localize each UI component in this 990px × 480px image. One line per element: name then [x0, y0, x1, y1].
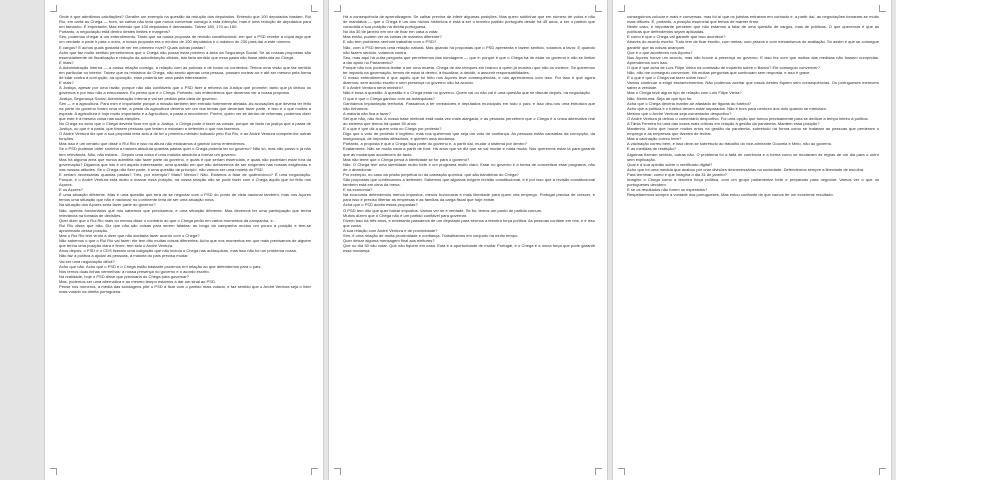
document-page-3 — [612, 0, 892, 480]
paragraph: E seriam necessárias quantas pastas? Três, por exemplo? Mais? Menos? Não. Estamos a falar de quatro/cinco? É uma negociação. Porque, e o André Ventura está muito a marcar essa posição, na nossa relação não se pode fazer com o Chega aquilo que foi feito nos Açores. — [59, 171, 311, 188]
paragraph: Onde é que admitimos calcifações? Geralhe um exemplo na questão da redução dos deputados. Entendo que 100 deputados bastam. Rui Rio, em carta ao Chega — bom, se calhar não teria que nunca conversar consigo a esta intenção, mas é uma redução de deputados para um tamanho. É importante. Mas entendo que 100 deputados é demasiado. Talvez 180, 170 ou 160. — [59, 14, 311, 30]
paragraph: Não, apenas funcionários que nós sabemos que precisamos; é uma situação diferente. Mas devemos ter uma participação que tenha relevância na tomada de decisões. — [59, 207, 311, 218]
page-corner-mark — [879, 5, 886, 12]
paragraph: Quer deixar alguma mensagem final aos eleitores? — [343, 238, 435, 244]
paragraph: Mas não teme que o Chega perca a identidade se for para o governo? — [343, 156, 470, 162]
page-corner-mark — [311, 468, 318, 475]
paragraph: O que é que o Chega ganhou com as autárquicas? — [343, 95, 435, 101]
paragraph: E o que é que diz a quem vota no Chega por protesto? — [343, 126, 442, 132]
paragraph: Nos Açores houve um acordo, mas não houve a presença no governo. E isso fez com que muitas das medidas não fossem cumpridas. Aprendemos com isso. — [627, 54, 879, 65]
paragraph: Vai ser uma negociação difícil? — [59, 258, 115, 264]
paragraph: Mas isso é um cenário que disse o Rui Rio e isso na altura não estávamos a ganhar como entendemos. — [59, 141, 246, 147]
paragraph: Rui Rio disse que não. Diz que não são coisas para serem faladas; ao longo da campanha mudou um pouco a posição e tem-se aproximado dessa posição. — [59, 222, 311, 233]
paragraph: conseguimos colocar e mais e conversas, mas foi aí que os juristas entraram em contacto e, a partir daí, as negociações tornaram-se muito mais difíceis. É, portanto, a posição essencial que temos de manter firme. — [627, 14, 879, 25]
paragraph: E o que é que o Chega vai fazer sobre isso? — [627, 75, 707, 81]
paragraph: Exatamente. Não se muda nada a partir de fora. Há anos que se diz que se vai mudar e nada muda. Nós queremos estar lá para garantir que as mudanças acontecem de facto. — [343, 146, 595, 157]
document-page-2 — [328, 0, 608, 480]
paragraph: Pense nos números, a média das sondagens põe o PSD a ficar com o partido mais votado, e faz sentido que o André Ventura seja o líder mais votado na direita portuguesa. — [59, 283, 311, 295]
paragraph: Não, com o PSD temos uma relação natural. Mas quando há propostas que o PSD apresenta e fazem sentido, votamos a favor. E quando não fazem sentido, votamos contra. — [343, 44, 595, 55]
paragraph: Na realidade, hoje o PSD disse que precisaria do Chega para governar? — [59, 273, 190, 279]
paragraph: O PSD tem dito que quer baixar impostos. Vamos ver se é verdade. Se for, temos um ponto de partida comum. — [343, 207, 543, 213]
paragraph: Há a consequência de aprendizagem. Se calhar previna de inferir algumas posições. Mas quero sublinhar que em número de votos e não de mandatos — que o Chega é um dos nichos históricos e está a ser o terceiro partido português desde há 45 anos, a ser o partido que consolida a sua posição na direita portuguesa. — [343, 14, 595, 30]
paragraph: A vacinação correu bem, e isso deve-se sobretudo ao trabalho do vice-almirante Gouveia e Melo, não ao governo. — [627, 141, 833, 147]
paragraph: Não. Nenhuma. Seja de que tipo for. — [627, 95, 693, 101]
paragraph: Sei que não, não fica. A nossa base eleitoral está cada vez mais alargada, e as pessoas percebem que o Chega é a única alternativa real ao sistema que temos há quase 50 anos. — [343, 115, 595, 126]
paragraph: Justiça, Segurança Social, Administração Interna e vai ser pedida pela ideia de governo. — [59, 95, 218, 101]
page-corner-mark — [311, 5, 318, 12]
document-page-1 — [44, 0, 324, 480]
page-corner-mark — [618, 468, 625, 475]
paragraph: Por exemplo, no caso da prisão perpétua ou da castração química, que são bandeiras do Chega? — [343, 171, 519, 177]
paragraph: E as medidas de restrição? — [627, 146, 677, 152]
paragraph: Não faz a política a ajudar as pessoas, a maioria do país precisa mudar. — [59, 253, 189, 259]
paragraph: A Justiça, apesar por uma razão: porque não são confiáveis que o PSD fizer a reforma da Justiça que promete; tanto que já deixou os governos e por isso não a executaram. Eu penso que é o Chega. Portanto, nós entendemos que devemos ver a nossa proposta. — [59, 85, 311, 96]
page-corner-mark — [595, 5, 602, 12]
page-text — [343, 14, 595, 476]
paragraph: E não tem problema nenhum trabalhar com o PSD? — [343, 39, 437, 45]
paragraph: Portanto, a negociação está dentro destes limites e margens? — [59, 29, 171, 35]
paragraph: Na economia defendemos menos impostos, menos burocracia e mais liberdade para quem cria emprego. Portugal precisa de crescer, e para isso é preciso libertar as empresas e as famílias da carga fiscal que hoje existe. — [343, 192, 595, 203]
page-corner-mark — [334, 5, 341, 12]
paragraph: Sim, podemos chegar a um entendimento. Tanto que na nossa proposta de revisão constitucional, em que o PSD recebe a cópia algo que um verdade a pode ir para o outro, a nossa proposta era o mínimo de 100 deputados e o máximo de 230 para daí a este número. — [59, 34, 311, 45]
paragraph: O André Ventura diz que a sua proposta teria sido a de ter o primeiro-ministro indicado pelo Rui Rio, e ao André Ventura compete-lhe outras funções. — [59, 131, 311, 142]
paragraph: Não. O Chega tem uma identidade muito forte e um programa muito claro. Estar no governo é a forma de concretizar esse programa, não de o abandonar. — [343, 161, 595, 172]
paragraph: Acha que o PSD aceita essas propostas? — [343, 202, 418, 208]
paragraph: Mesmo que o André Ventura seja comentador desportivo? — [627, 110, 732, 116]
paragraph: Sim — e a agricultura. Para mim é importante porque a missão também tem entrado fortemente afetada. As acusações que deveria ter feito na parte do governo foram uma crise, a pasta da agricultura deveria ser um dos temas que deveriam fazer parte, e isso é o que muitos a esperar. A agricultura é hoje muito importante e a Agricultura, a pasta a reconhecer. Porém, quero ver se dentro de reformas, podemos dizer que este é a mesma coisa nas suas eleições. — [59, 100, 311, 121]
paragraph: Na situação dos Açores seria fazer parte do governo? — [59, 202, 156, 208]
page-corner-mark — [50, 5, 57, 12]
paragraph: E na economia? — [343, 187, 373, 193]
paragraph: Não é essa a questão. A questão é o Chega estar no governo. Quem vai ou não vai é uma questão que se discute depois, na negociação. — [343, 90, 591, 96]
paragraph: Seu, mas aqui há outra pergunta que percebemos das sondagens — que é: porque é que o Chega há de estar no governo e não se limitar a dar apoio no Parlamento? — [343, 54, 595, 65]
paragraph: O que é que acha de Luís Filipe Vieira na comissão de inquérito sobre o Banco? Ele conseguiu convencer? — [627, 64, 820, 70]
paragraph: Mas, podemos ser uma alternativa e ao mesmo tempo estamos a dar um sinal ao PSD. — [59, 278, 217, 284]
page-corner-mark — [50, 468, 57, 475]
paragraph: Mas o Chega teve algum tipo de relação com Luís Filipe Vieira? — [627, 90, 742, 96]
paragraph: Acho que foi uma medida que acabou por criar divisões desnecessárias na sociedade. Defendemos sempre a liberdade de escolha. — [627, 166, 865, 172]
paragraph: E como é que o Chega vai garantir que isso acontece? — [627, 34, 726, 40]
workspace-gutter — [896, 0, 990, 480]
paragraph: A Tânia Ferreira foi uma das vozes mais críticas em relação à gestão da pandemia. Mantém essa posição? — [627, 120, 820, 126]
paragraph: Se o PSD pudesse obter sozinha a maioria absoluta quantas pastas quer o Chega poderia ter no governo? Não só, mas não posso e já não tem relevância. Não, não estava... Depois uma coisa é uma maioria absoluta a formar um governo. — [59, 146, 311, 157]
page-text — [59, 14, 311, 476]
paragraph: Não sabemos o que o Rui Rio vai fazer; ele tem dito muitas coisas diferentes. Acho que nos momentos em que mais precisamos de alguém que tenha uma posição clara e firme, tem sido o André Ventura. — [59, 238, 311, 249]
paragraph: Sim, é uma relação de muita proximidade e confiança. Trabalhamos em conjunto há muito tempo. — [343, 233, 519, 239]
paragraph: O André Ventura já deixou o comentário desportivo. Foi uma opção que tomou precisamente para se dedicar a tempo inteiro à política. — [627, 115, 869, 121]
paragraph: No dia 30 de janeiro em vez de ficar em casa a votar. — [343, 29, 439, 35]
paragraph: Digo que o voto de protesto é legítimo, mas nós queremos que seja um voto de confiança. As pessoas estão cansadas da corrupção, da insegurança, de impostos altíssimos, e querem uma mudança. — [343, 131, 595, 142]
paragraph: No Chega eu acho que o Chega deveria ficar em que a Justiça, o Chega pode ir fazer as coisas, porque de facto na justiça que a pasta de Justiça, ou que é a pasta, que fossem pessoas que teriam e estariam a defender o que nós fazemos. — [59, 120, 311, 132]
paragraph: Ganhámos implantação territorial. Passámos a ter vereadores e deputados municipais em todo o país, e isso deu-nos uma estrutura que não tínhamos. — [343, 100, 595, 111]
paragraph: Acha que o Chega deveria manter-se afastado de figuras do futebol? — [627, 100, 751, 106]
paragraph: Mas há alguma área que nunca admitiria não fazer parte do governo, e quais é que seriam essenciais, e quais não poderiam estar fora da governação? Digamos que isto é um aspeto interessante, uma questão em que não deixaremos de ser exigentes nas nossas exigências e nas nossas atitudes. Se o Chega não fizer parte, é uma questão de princípio, não vamos ser uma muleta do PSD. — [59, 156, 311, 172]
paragraph: Acho que não. Acho que o PSD e o Chega estão bastante próximos em relação ao que defendemos para o país. — [59, 263, 262, 269]
page-corner-mark — [879, 468, 886, 475]
paragraph: Mas então, podem ver as coisas de maneira diferente? — [343, 34, 442, 40]
paragraph: Através do acordo escrito. Tudo tem de ficar escrito, com metas, com prazos e com mecanismos de avaliação. Só assim é que se consegue garantir que as coisas avançam. — [627, 39, 879, 50]
paragraph: Imagino o Chega como a terceira força política, com um grupo parlamentar forte e preparado para negociar. Vamos ver o que os portugueses decidem. — [627, 177, 879, 188]
paragraph: São propostas que continuamos a defender. Sabemos que algumas exigem revisão constitucional, e é por isso que a revisão constitucional também está em cima da mesa. — [343, 177, 595, 188]
paragraph: Mas a vacinação correu bem? — [627, 136, 682, 142]
paragraph: E cargos? E achos quais gostaria de ver em primeiro nível? Quais outras pastas? — [59, 44, 206, 50]
paragraph: Nós temos duas linhas vermelhas: a nossa presença no governo e o acordo escrito. — [59, 268, 210, 274]
paragraph: Mantenho. Acho que houve muitos erros na gestão da pandemia, sobretudo na forma como se trataram as pessoas que perderam o emprego e as empresas que tiveram de fechar. — [627, 126, 879, 137]
paragraph: É uma situação diferente. Mas é uma questão que terá de se negociar com o PSD do ponto de vista nacional também, mas nos Açores temos uma situação que não é nacional; no continente teria de ser uma situação nova. — [59, 192, 311, 203]
paragraph: E mais? — [59, 80, 74, 86]
paragraph: E mais? — [59, 59, 74, 65]
paragraph: Muitos dizem que o Chega não é um partido confiável para governar. — [343, 212, 467, 218]
paragraph: E se os resultados não forem os esperados? — [627, 187, 708, 193]
paragraph: Algumas fizeram sentido, outras não. O problema foi a falta de coerência e a forma como se mudavam as regras de um dia para o outro sem explicação. — [627, 151, 879, 162]
paragraph: Porque não nos podemos limitar a ser uma muleta. Chega de dar cheques em branco a quem já mostrou que não os merece. Se queremos ter impacto na governação, temos de estar lá dentro, a fiscalizar, a decidir, a assumir responsabilidades. — [343, 64, 595, 76]
paragraph: A sua relação com André Ventura é de proximidade? — [343, 227, 438, 233]
page-corner-mark — [334, 468, 341, 475]
paragraph: Quer dizer que o Rui Rio mais ou menos disse o contrário ao que o Chega pediu em vários momentos da campanha, e... — [59, 217, 277, 223]
paragraph: Não, não me conseguiu convencer. Há muitas perguntas que continuam sem resposta, e isso é grave. — [627, 70, 811, 76]
paragraph: Acho que a política e o futebol devem estar separados. Não é bom para nenhum dos dois quando se misturam. — [627, 105, 827, 111]
paragraph: Que no dia 30 vão votar. Que não fiquem em casa. Esta é a oportunidade de mudar Portugal, e o Chega é a única força que pode garantir essa mudança. — [343, 243, 595, 254]
paragraph: A Administração Interna — a nossa relação consigo, a relação com as polícias e de todos os contextos. Temos uma visão que faz sentido em particular no interior. Talvez que os ministros do Chega, não sendo apenas uma pessoa, possam nortear-se e até ser mesmo pela forma de lutar contra a corrupção, na oposição, esse poderia ser uma pasta interessante. — [59, 64, 311, 81]
paragraph: Neste caso, é importante perceber que não estamos a falar de uma questão de cargos, mas de políticas. O que queremos é que as políticas que defendemos sejam aplicadas. — [627, 24, 879, 35]
paragraph: Mas o Rui Rio tem vindo a dizer que não aceitaria fazer acordo com o Chega? — [59, 233, 200, 239]
page-corner-mark — [618, 5, 625, 12]
paragraph: E o André Ventura seria ministro? — [343, 85, 404, 91]
paragraph: A maioria não fica a fazer? — [343, 110, 391, 116]
paragraph: Anos depois, o PSD e o CDS fizeram uma coligação que não incluía o Chega nas autárquicas, mas isso não foi um problema nosso. — [59, 248, 298, 254]
paragraph: Para terminar: como é que imagina o dia 31 de janeiro? — [627, 171, 727, 177]
paragraph: E os Açores? — [59, 187, 83, 193]
paragraph: Portanto, a proposta é que o Chega faça parte do governo e, a partir daí, mudar o sistema por dentro? — [343, 141, 527, 147]
paragraph: Vamos continuar a exigir esclarecimentos. Não podemos aceitar que casos destes fiquem sem consequências. Os portugueses merecem saber a verdade. — [627, 80, 879, 91]
paragraph: O nosso entendimento é que aquilo que foi feito nos Açores teve consequências, e nós aprendemos com isso. Por isso é que agora dizemos: sem acordo escrito e sem presença no governo não há acordo. — [343, 75, 595, 86]
page-text — [627, 14, 879, 476]
paragraph: Qual é a sua opinião sobre o certificado digital? — [627, 161, 713, 167]
paragraph: Respeitaremos sempre a vontade dos portugueses. Mas estou confiante de que vamos ter um excelente resultado. — [627, 192, 834, 198]
page-corner-mark — [595, 468, 602, 475]
paragraph: Acho que faz muito sentido percebermos que o Chega não possa estar próximo à área da Segurança Social. Se as nossas propostas são essencialmente de fiscalização e redução da autodistorção oficiais, isto faria sentido que essa pasta não fosse atribuída ao Chega. — [59, 49, 311, 60]
paragraph: Que é o que aconteceu nos Açores? — [627, 49, 693, 55]
paragraph: Dizem isso há três anos, e entretanto passámos de um deputado para sermos a terceira força política. As pessoas confiam em nós, e é isso que conta. — [343, 217, 595, 228]
